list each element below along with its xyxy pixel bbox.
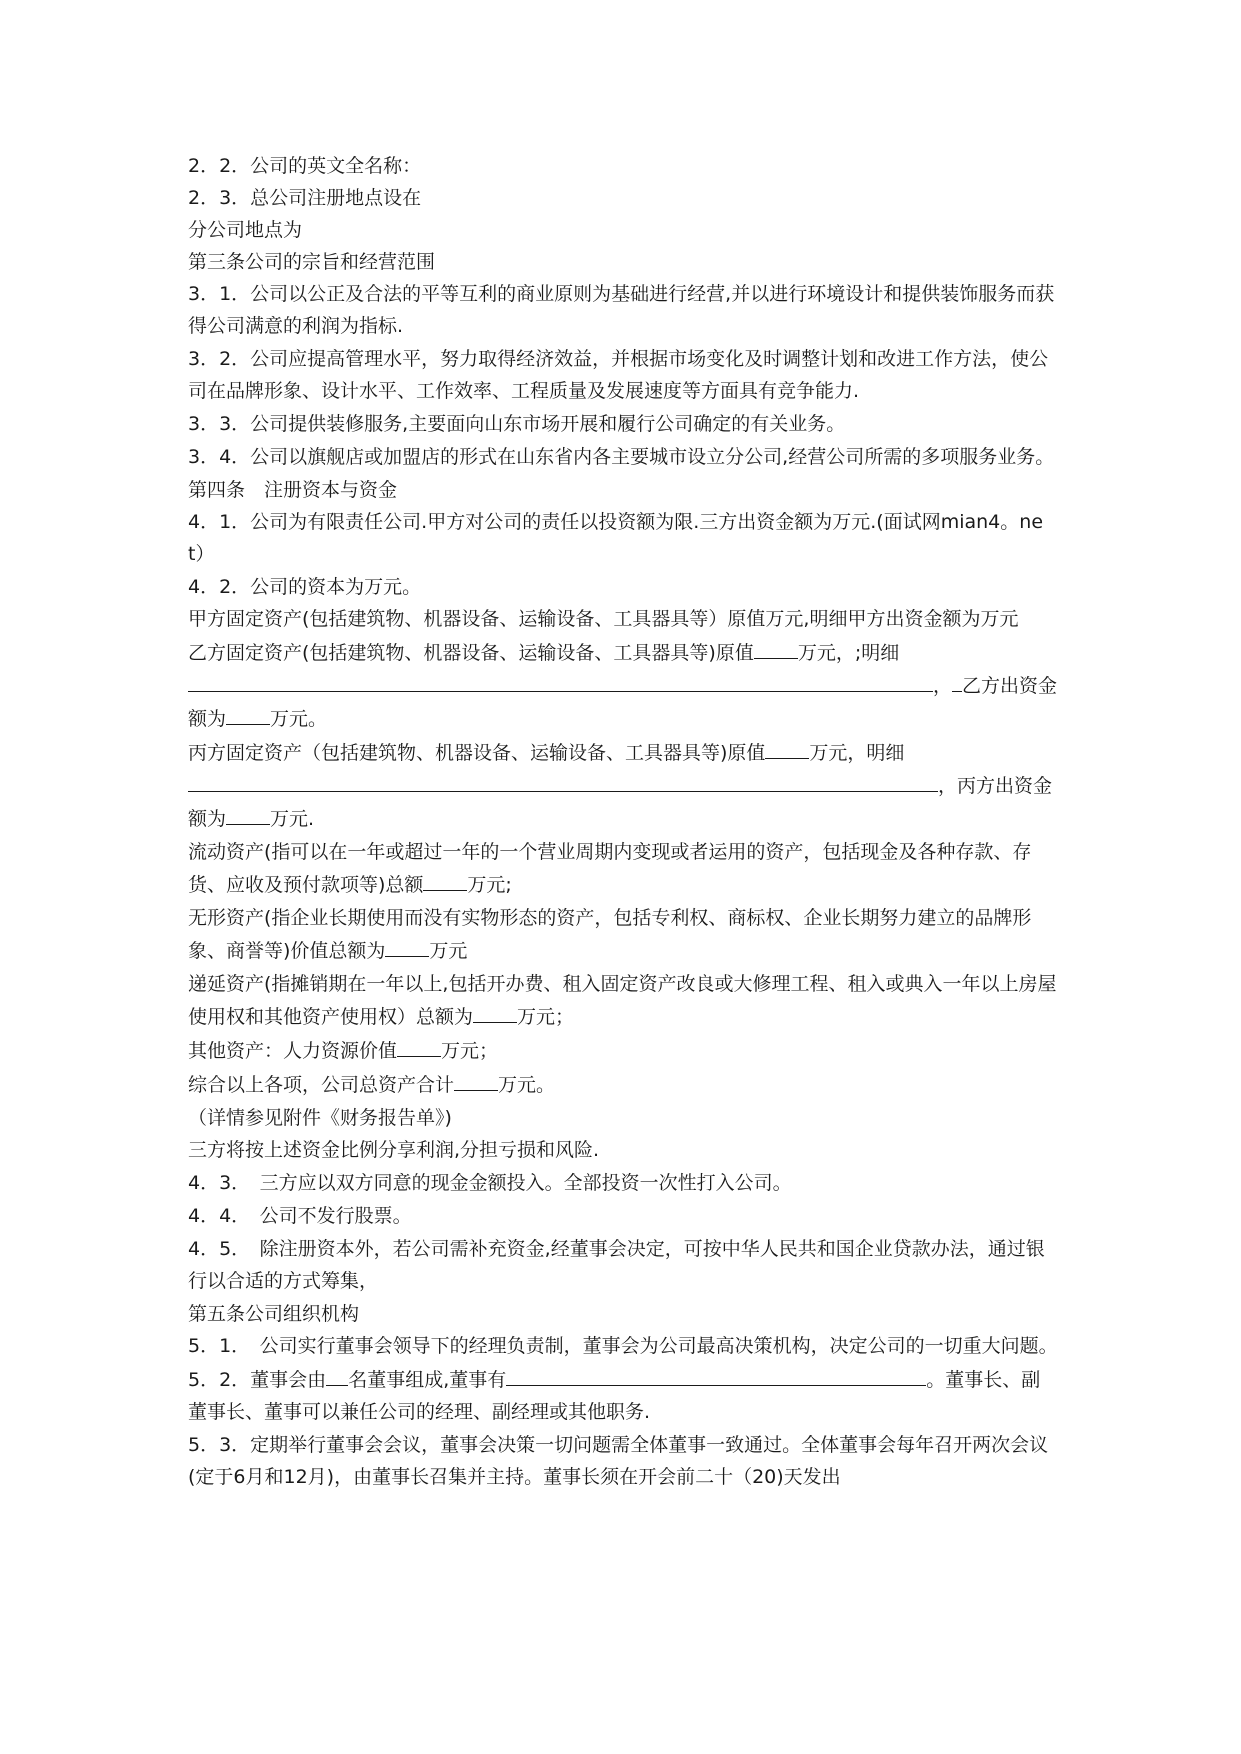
clause-4-1: 4．1．公司为有限责任公司.甲方对公司的责任以投资额为限.三方出资金额为万元.(面试网mian4。net） bbox=[188, 511, 1044, 565]
blank-field bbox=[765, 736, 809, 759]
clause-4-4: 4．4． 公司不发行股票。 bbox=[188, 1205, 412, 1227]
blank-field bbox=[454, 1068, 498, 1091]
document-page bbox=[188, 150, 1058, 1494]
blank-field bbox=[188, 769, 938, 792]
blank-field bbox=[423, 868, 467, 891]
clause-3-3: 3．3．公司提供装修服务,主要面向山东市场开展和履行公司确定的有关业务。 bbox=[188, 413, 846, 435]
attachment-note: （详情参见附件《财务报告单》) bbox=[188, 1107, 452, 1129]
blank-field bbox=[754, 636, 798, 659]
article-5-heading: 第五条公司组织机构 bbox=[188, 1303, 360, 1325]
clause-3-2: 3．2．公司应提高管理水平，努力取得经济效益，并根据市场变化及时调整计划和改进工作方法，使公司在品牌形象、设计水平、工作效率、工程质量及发展速度等方面具有竞争能力. bbox=[188, 348, 1049, 402]
current-assets: 流动资产(指可以在一年或超过一年的一个营业周期内变现或者运用的资产，包括现金及各种存款、存货、应收及预付款项等)总额 万元; bbox=[188, 841, 1032, 896]
branch-location: 分公司地点为 bbox=[188, 219, 303, 241]
intangible-assets: 无形资产(指企业长期使用而没有实物形态的资产，包括专利权、商标权、企业长期努力建立的品牌形象、商誉等)价值总额为 万元 bbox=[188, 907, 1032, 962]
blank-field bbox=[397, 1034, 441, 1057]
clause-4-2: 4．2．公司的资本为万元。 bbox=[188, 576, 422, 598]
clause-5-2: 5．2．董事会由 名董事组成,董事有 。董事长、副董事长、董事可以兼任公司的经理、副经理或其他职务. bbox=[188, 1363, 1058, 1428]
clause-5-1: 5．1． 公司实行董事会领导下的经理负责制，董事会为公司最高决策机构，决定公司的一切重大问题。 bbox=[188, 1335, 1058, 1357]
article-4-heading: 第四条 注册资本与资金 bbox=[188, 479, 398, 501]
article-3-heading: 第三条公司的宗旨和经营范围 bbox=[188, 251, 436, 273]
party-b-assets: 乙方固定资产(包括建筑物、机器设备、运输设备、工具器具等)原值 万元，;明细 ， 乙方出资金额为 万元。 bbox=[188, 636, 1058, 735]
blank-field bbox=[952, 669, 962, 692]
clause-4-3: 4．3． 三方应以双方同意的现金金额投入。全部投资一次性打入公司。 bbox=[188, 1172, 792, 1194]
blank-field bbox=[385, 934, 429, 957]
blank-field bbox=[226, 802, 270, 825]
blank-field bbox=[326, 1363, 348, 1386]
clause-5-3: 5．3．定期举行董事会会议，董事会决策一切问题需全体董事一致通过。全体董事会每年召开两次会议(定于6月和12月)，由董事长召集并主持。董事长须在开会前二十（20)天发出 bbox=[188, 1434, 1049, 1488]
deferred-assets: 递延资产(指摊销期在一年以上,包括开办费、租入固定资产改良或大修理工程、租入或典入一年以上房屋使用权和其他资产使用权）总额为 万元； bbox=[188, 973, 1057, 1028]
clause-3-1: 3．1．公司以公正及合法的平等互利的商业原则为基础进行经营,并以进行环境设计和提供装饰服务而获得公司满意的利润为指标. bbox=[188, 283, 1055, 337]
clause-2-2: 2．2．公司的英文全名称： bbox=[188, 155, 422, 177]
party-a-assets: 甲方固定资产(包括建筑物、机器设备、运输设备、工具器具等）原值万元,明细甲方出资金额为万元 bbox=[188, 608, 1019, 630]
blank-field bbox=[188, 669, 933, 692]
blank-field bbox=[226, 702, 270, 725]
blank-field bbox=[506, 1363, 926, 1386]
total-assets: 综合以上各项，公司总资产合计 万元。 bbox=[188, 1068, 1058, 1101]
clause-3-4: 3．4．公司以旗舰店或加盟店的形式在山东省内各主要城市设立分公司,经营公司所需的多项服务业务。 bbox=[188, 446, 1055, 468]
clause-4-5: 4．5． 除注册资本外，若公司需补充资金,经董事会决定，可按中华人民共和国企业贷款办法，通过银行以合适的方式筹集， bbox=[188, 1238, 1045, 1292]
blank-field bbox=[473, 1000, 517, 1023]
party-c-assets: 丙方固定资产（包括建筑物、机器设备、运输设备、工具器具等)原值 万元，明细 ，丙方出资金额为 万元. bbox=[188, 736, 1058, 835]
other-assets: 其他资产：人力资源价值 万元； bbox=[188, 1034, 1058, 1067]
clause-2-3: 2．3．总公司注册地点设在 bbox=[188, 187, 422, 209]
profit-sharing: 三方将按上述资金比例分享利润,分担亏损和风险. bbox=[188, 1139, 600, 1161]
